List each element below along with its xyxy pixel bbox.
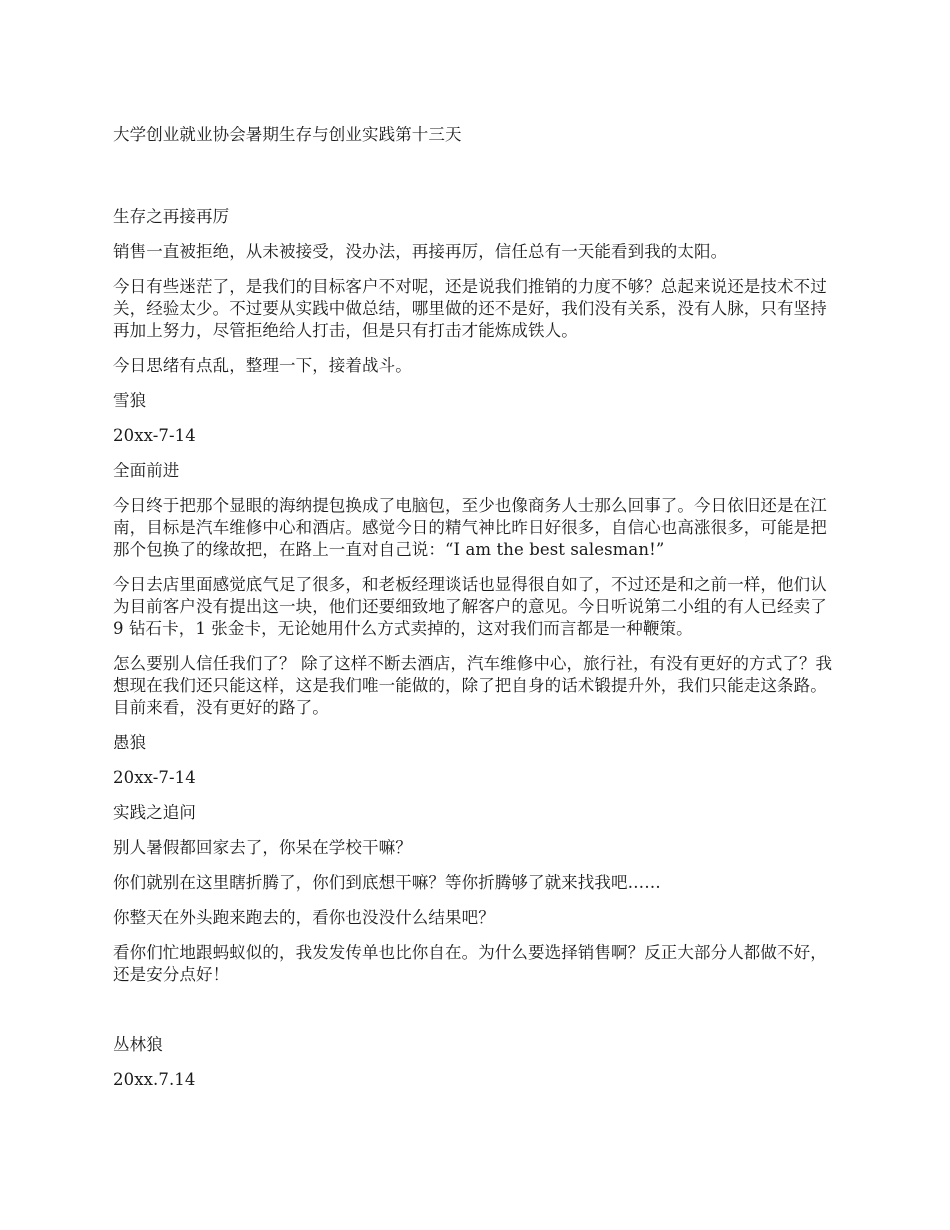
section-3-paragraph-3: 你整天在外头跑来跑去的，看你也没没什么结果吧？ — [113, 908, 495, 927]
section-2-paragraph-2: 今日去店里面感觉底气足了很多，和老板经理谈话也显得很自如了，不过还是和之前一样，他们认为目前客户没有提出这一块，他们还要细致地了解客户的意见。今日听说第二小组的有人已经卖了 9 钻石卡，1 张金卡，无论她用什么方式卖掉的，这对我们而言都是一种鞭策。 — [113, 575, 827, 638]
section-1-author: 雪狼 — [113, 391, 147, 410]
section-1-paragraph-2: 今日有些迷茫了，是我们的目标客户不对呢，还是说我们推销的力度不够？总起来说还是技术不过关，经验太少。不过要从实践中做总结，哪里做的还不是好，我们没有关系，没有人脉，只有坚持再加上努力，尽管拒绝给人打击，但是只有打击才能炼成铁人。 — [113, 277, 827, 340]
section-1-heading: 生存之再接再厉 — [113, 207, 230, 226]
section-2-heading: 全面前进 — [113, 461, 180, 480]
section-1-paragraph-3: 今日思绪有点乱，整理一下，接着战斗。 — [113, 356, 412, 375]
section-3-paragraph-4: 看你们忙地跟蚂蚁似的，我发发传单也比你自在。为什么要选择销售啊？反正大部分人都做不好，还是安分点好！ — [113, 943, 827, 984]
section-2-paragraph-3: 怎么要别人信任我们了？ 除了这样不断去酒店，汽车维修中心，旅行社，有没有更好的方式了？我想现在我们还只能这样，这是我们唯一能做的，除了把自身的话术锻提升外，我们只能走这条路。目前来看，没有更好的路了。 — [113, 654, 833, 717]
document-title: 大学创业就业协会暑期生存与创业实践第十三天 — [113, 125, 462, 144]
document-page — [113, 124, 840, 1104]
section-2-author: 愚狼 — [113, 733, 147, 752]
section-3-paragraph-2: 你们就别在这里瞎折腾了，你们到底想干嘛？等你折腾够了就来找我吧…… — [113, 873, 661, 892]
section-3-heading: 实践之追问 — [113, 803, 196, 822]
section-3-author: 丛林狼 — [113, 1035, 163, 1054]
section-2-date: 20xx-7-14 — [113, 768, 196, 787]
section-2-paragraph-1: 今日终于把那个显眼的海纳提包换成了电脑包，至少也像商务人士那么回事了。今日依旧还是在江南，目标是汽车维修中心和酒店。感觉今日的精气神比昨日好很多，自信心也高涨很多，可能是把那个包换了的缘故把，在路上一直对自己说：“I am the best salesman!” — [113, 496, 827, 559]
section-1-paragraph-1: 销售一直被拒绝，从未被接受，没办法，再接再厉，信任总有一天能看到我的太阳。 — [113, 242, 728, 261]
section-1-date: 20xx-7-14 — [113, 426, 196, 445]
section-3-date: 20xx.7.14 — [113, 1070, 196, 1089]
section-3-paragraph-1: 别人暑假都回家去了，你呆在学校干嘛？ — [113, 838, 412, 857]
